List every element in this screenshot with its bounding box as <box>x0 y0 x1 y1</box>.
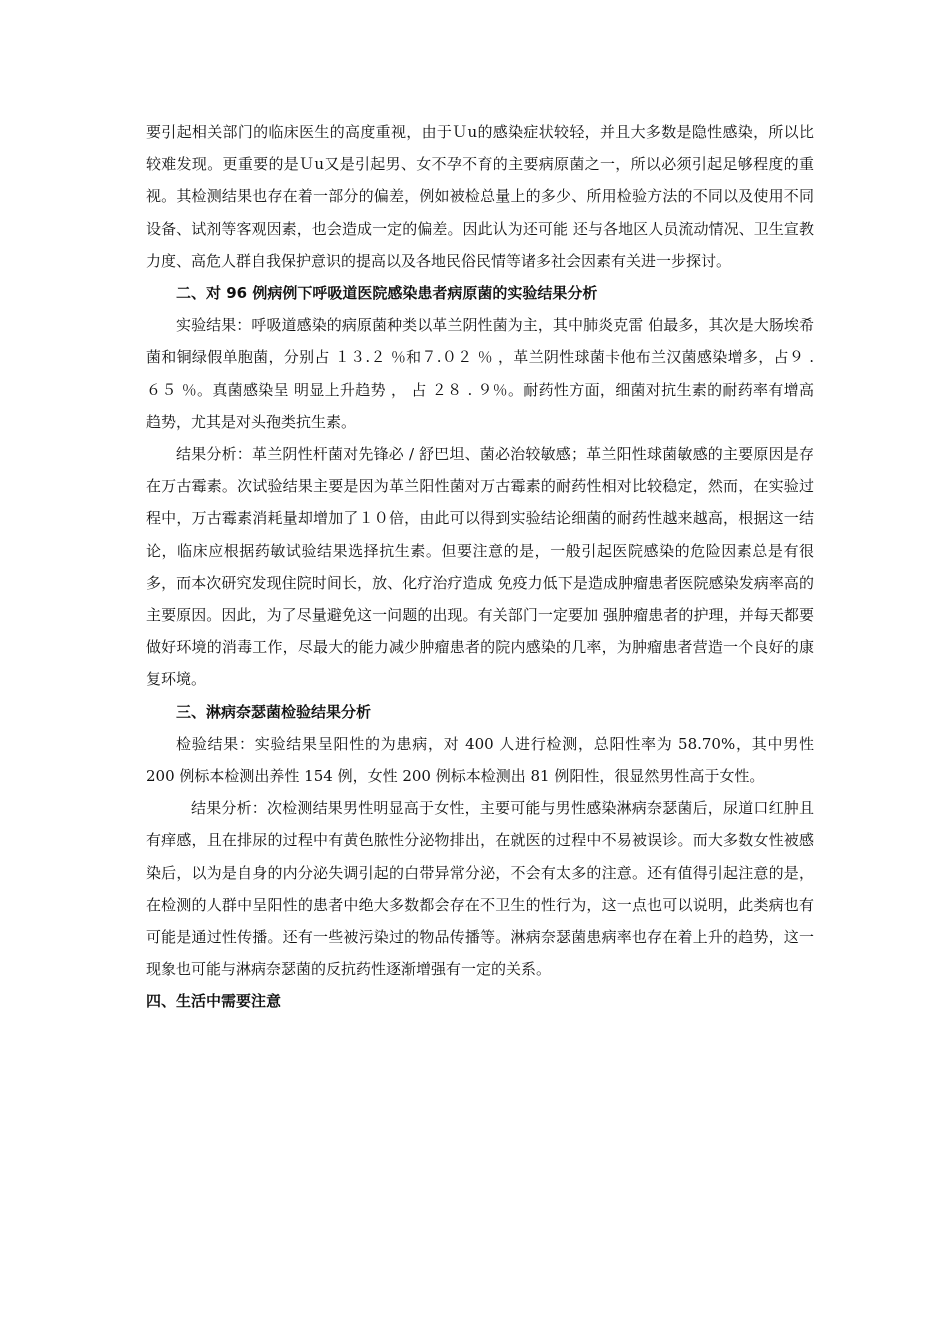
paragraph-respiratory-results: 实验结果：呼吸道感染的病原菌种类以革兰阴性菌为主，其中肺炎克雷 伯最多，其次是大肠埃希菌和铜绿假单胞菌，分别占 １３.２ ％和７.０２ ％ ，革兰阴性球菌卡他布兰汉菌感染增多，占９ .６５ ％。真菌感染呈 明显上升趋势 ， 占 ２８ . ９％。耐药性方面，细菌对抗生素的耐药率有增高趋势，尤其是对头孢类抗生素。 <box>146 316 814 431</box>
paragraph-gonorrhea-analysis: 结果分析：次检测结果男性明显高于女性，主要可能与男性感染淋病奈瑟菌后，尿道口红肿且有痒感，且在排尿的过程中有黄色脓性分泌物排出，在就医的过程中不易被误诊。而大多数女性被感染后，以为是自身的内分泌失调引起的白带异常分泌，不会有太多的注意。还有值得引起注意的是，在检测的人群中呈阳性的患者中绝大多数都会存在不卫生的性行为，这一点也可以说明，此类病也有可能是通过性传播。还有一些被污染过的物品传播等。淋病奈瑟菌患病率也存在着上升的趋势，这一现象也可能与淋病奈瑟菌的反抗药性逐渐增强有一定的关系。 <box>146 799 814 979</box>
paragraph-respiratory-analysis: 结果分析：革兰阴性杆菌对先锋必 / 舒巴坦、菌必治较敏感；革兰阳性球菌敏感的主要原因是存在万古霉素。次试验结果主要是因为革兰阳性菌对万古霉素的耐药性相对比较稳定，然而，在实验过程中，万古霉素消耗量却增加了１０倍，由此可以得到实验结论细菌的耐药性越来越高，根据这一结论，临床应根据药敏试验结果选择抗生素。但要注意的是，一般引起医院感染的危险因素总是有很多，而本次研究发现住院时间长，放、化疗治疗造成 免疫力低下是造成肿瘤患者医院感染发病率高的主要原因。因此，为了尽量避免这一问题的出现。有关部门一定要加 强肿瘤患者的护理，并每天都要做好环境的消毒工作，尽最大的能力减少肿瘤患者的院内感染的几率，为肿瘤患者营造一个良好的康复环境。 <box>146 445 814 689</box>
paragraph-gonorrhea-results: 检验结果：实验结果呈阳性的为患病，对 400 人进行检测，总阳性率为 58.70%，其中男性 200 例标本检测出养性 154 例，女性 200 例标本检测出 81 例阳性，很显然男性高于女性。 <box>146 734 814 786</box>
section-heading-gonorrhea: 三、淋病奈瑟菌检验结果分析 <box>176 702 372 721</box>
document-body <box>146 116 814 1018</box>
section-heading-respiratory: 二、对 96 例病例下呼吸道医院感染患者病原菌的实验结果分析 <box>176 284 598 303</box>
paragraph-uu-discussion: 要引起相关部门的临床医生的高度重视，由于Ｕu的感染症状较轻，并且大多数是隐性感染，所以比较难发现。更重要的是Ｕu又是引起男、女不孕不育的主要病原菌之一，所以必须引起足够程度的重视。其检测结果也存在着一部分的偏差，例如被检总量上的多少、所用检验方法的不同以及使用不同设备、试剂等客观因素，也会造成一定的偏差。因此认为还可能 还与各地区人员流动情况、卫生宣教力度、高危人群自我保护意识的提高以及各地民俗民情等诸多社会因素有关进一步探讨。 <box>146 123 814 270</box>
section-heading-daily-life: 四、生活中需要注意 <box>146 992 282 1011</box>
